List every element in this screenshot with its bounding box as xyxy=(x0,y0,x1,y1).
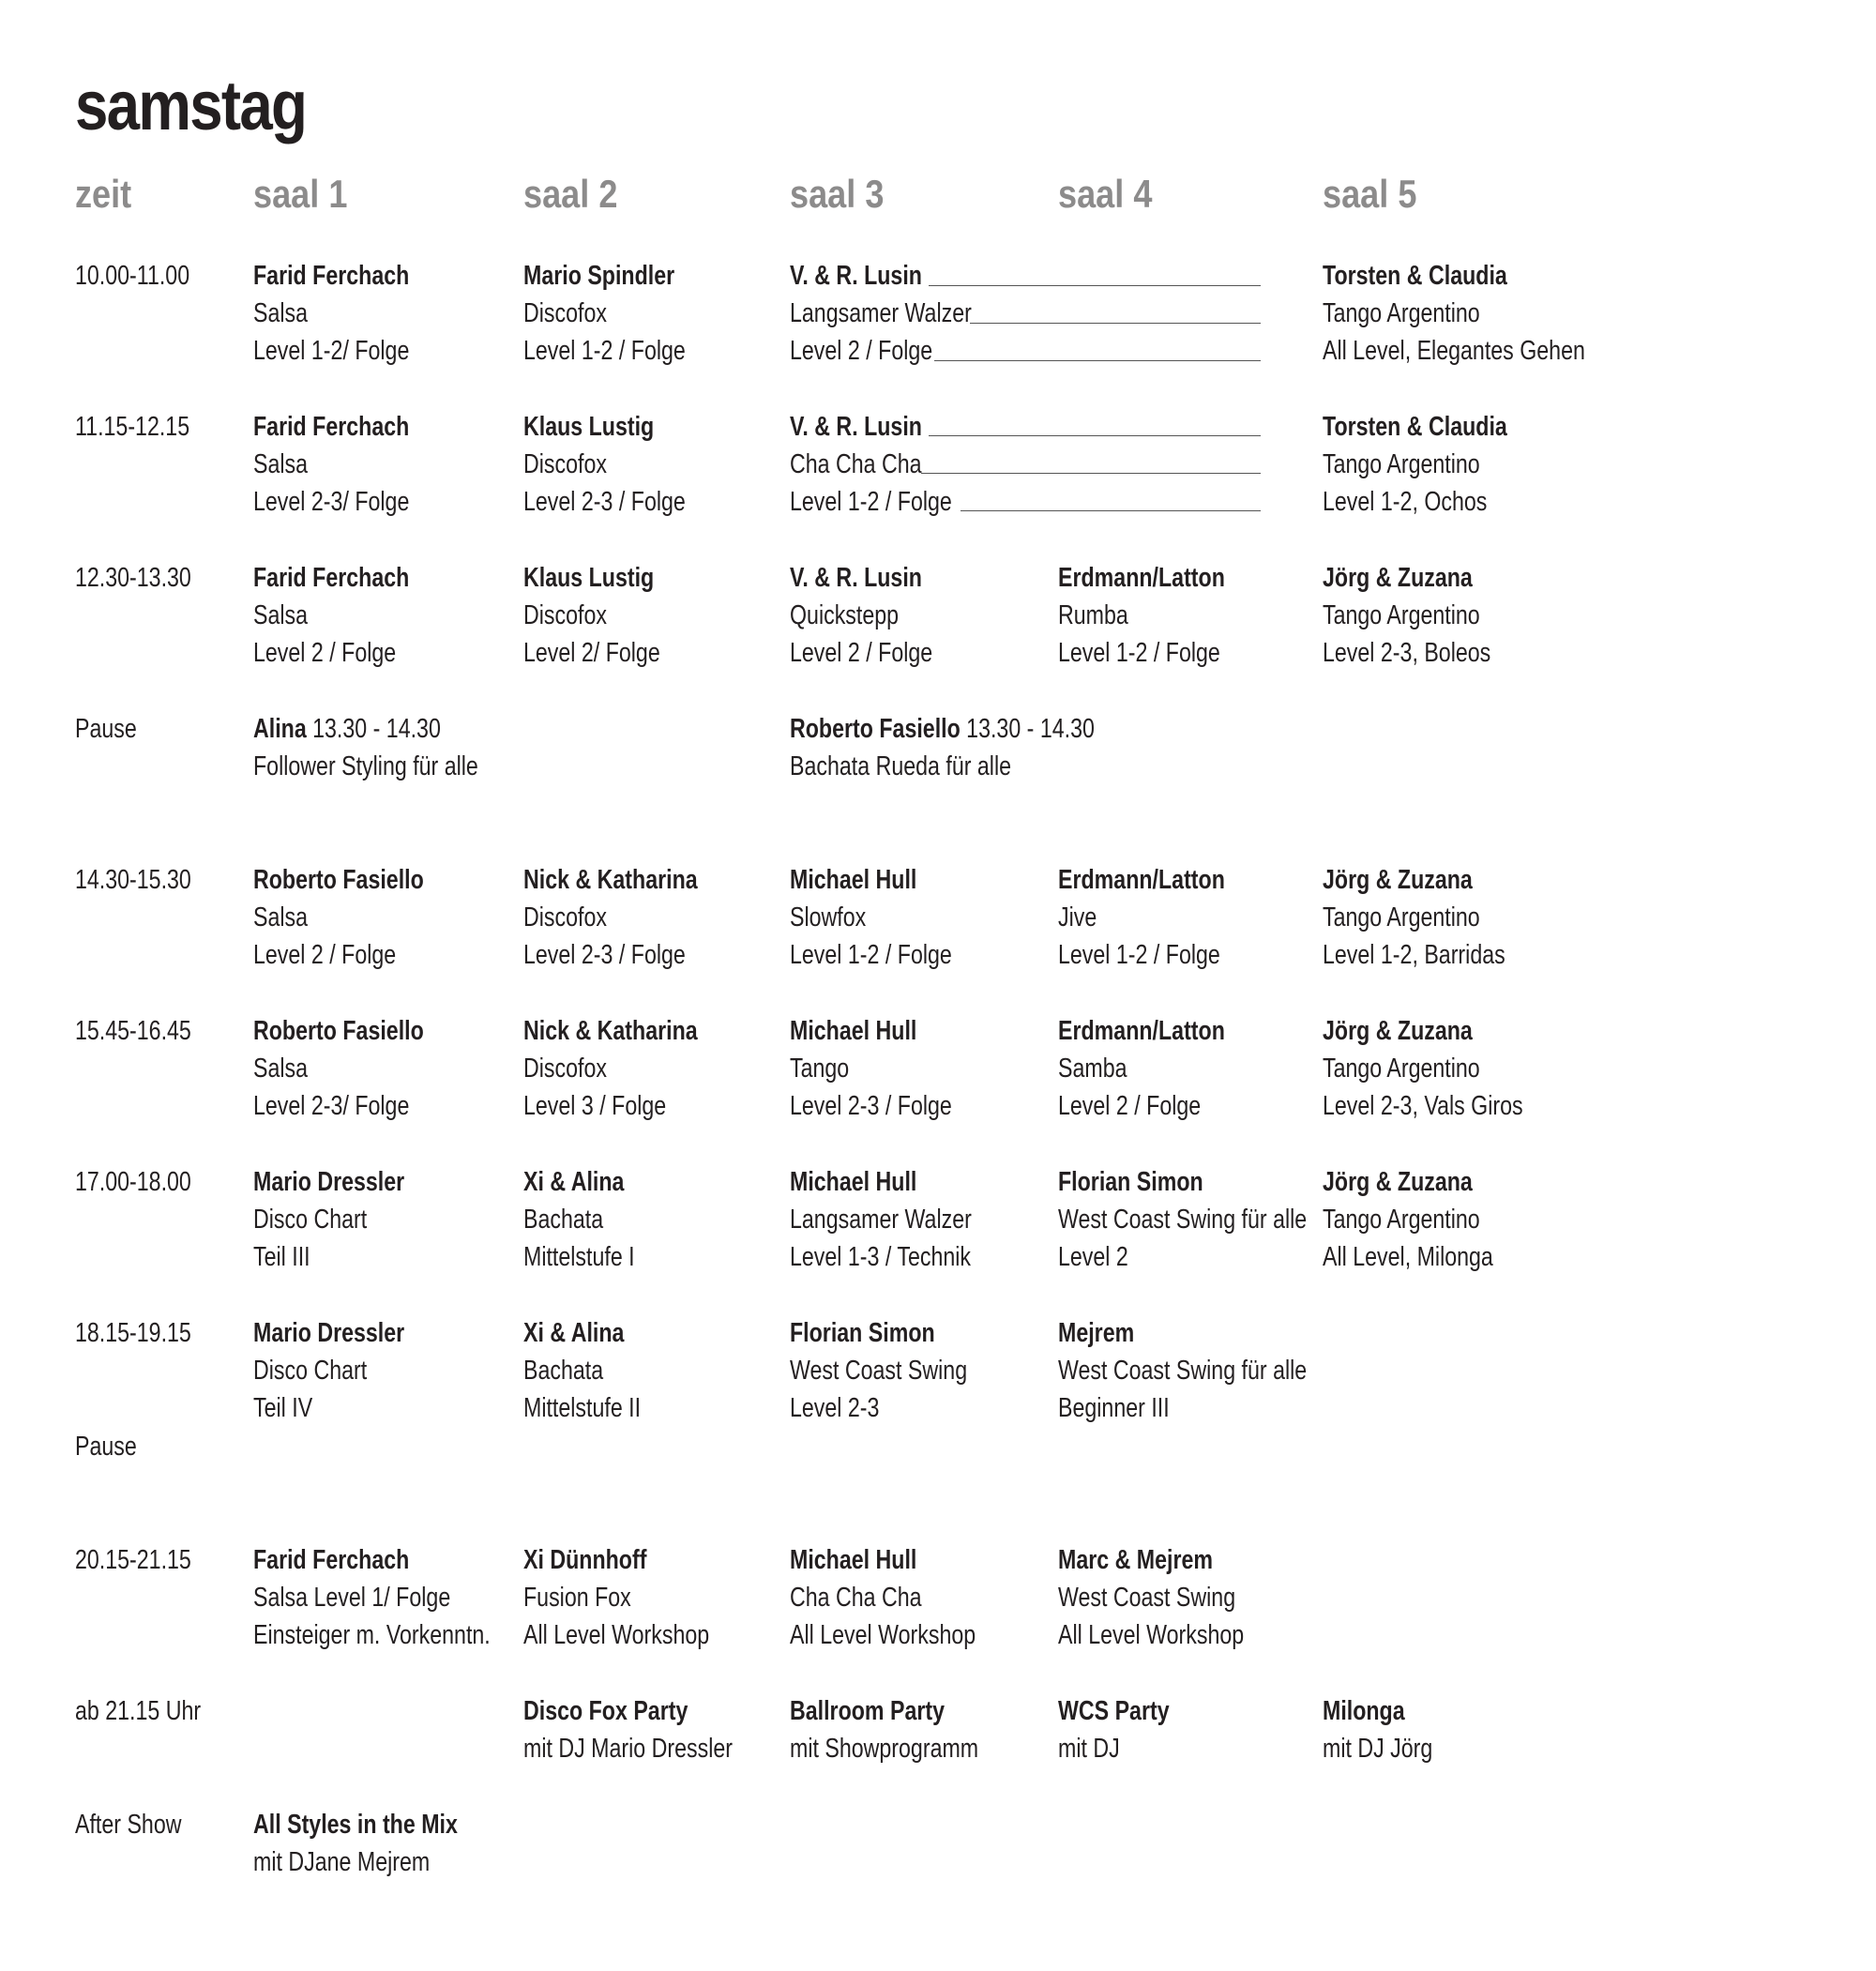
instructor-name: Michael Hull xyxy=(790,1167,917,1197)
instructor-name: V. & R. Lusin xyxy=(790,412,922,442)
course-detail: Cha Cha Cha xyxy=(790,449,922,479)
course-detail: Level 2 / Folge xyxy=(1058,1091,1202,1121)
course-detail: mit DJ xyxy=(1058,1734,1120,1764)
instructor-name: Klaus Lustig xyxy=(523,563,655,593)
course-detail: Level 2-3/ Folge xyxy=(253,1091,410,1121)
course-cell-s2 xyxy=(523,1692,733,1767)
course-cell-s4 xyxy=(1058,1541,1244,1654)
instructor-name: Xi & Alina xyxy=(523,1167,625,1197)
time-slot: 10.00-11.00 xyxy=(75,261,190,291)
time-slot: 15.45-16.45 xyxy=(75,1016,191,1046)
course-cell-s1 xyxy=(253,710,478,785)
course-detail: Follower Styling für alle xyxy=(253,751,478,781)
course-detail: Tango xyxy=(790,1054,850,1084)
course-detail: Salsa xyxy=(253,449,309,479)
course-detail: Samba xyxy=(1058,1054,1127,1084)
course-detail: Salsa xyxy=(253,298,309,328)
instructor-name: Torsten & Claudia xyxy=(1323,261,1507,291)
course-detail: Level 2-3/ Folge xyxy=(253,487,410,517)
instructor-name: Disco Fox Party xyxy=(523,1696,688,1726)
time-slot: ab 21.15 Uhr xyxy=(75,1696,202,1726)
course-detail: Disco Chart xyxy=(253,1205,368,1235)
course-cell-s3 xyxy=(790,861,952,974)
instructor-name: Farid Ferchach xyxy=(253,563,410,593)
course-detail: Salsa xyxy=(253,600,309,630)
course-cell-s4 xyxy=(1058,1692,1170,1767)
instructor-name: Marc & Mejrem xyxy=(1058,1545,1214,1575)
instructor-name: Michael Hull xyxy=(790,1545,917,1575)
course-detail: Jive xyxy=(1058,902,1097,932)
course-detail: West Coast Swing für alle xyxy=(1058,1205,1308,1235)
time-slot: 18.15-19.15 xyxy=(75,1318,191,1348)
course-detail: Level 1-2 / Folge xyxy=(1058,940,1220,970)
course-detail: Level 2 / Folge xyxy=(790,638,933,668)
course-cell-s3 xyxy=(790,710,1095,785)
course-detail: Tango Argentino xyxy=(1323,1054,1480,1084)
header-saal-4: saal 4 xyxy=(1058,172,1153,216)
instructor-name: Roberto Fasiello xyxy=(253,865,424,895)
span-rule xyxy=(961,510,1261,511)
course-cell-s5 xyxy=(1323,559,1490,672)
course-cell-s3 xyxy=(790,257,972,370)
course-cell-s1 xyxy=(253,408,409,521)
course-detail: Level 1-2, Ochos xyxy=(1323,487,1488,517)
course-cell-s2 xyxy=(523,861,698,974)
course-cell-s1 xyxy=(253,1806,458,1881)
course-detail: Langsamer Walzer xyxy=(790,298,972,328)
course-detail: All Level Workshop xyxy=(790,1620,976,1650)
course-detail: Discofox xyxy=(523,449,607,479)
course-detail: Discofox xyxy=(523,1054,607,1084)
course-detail: Level 3 / Folge xyxy=(523,1091,667,1121)
course-cell-s3 xyxy=(790,1314,967,1427)
course-detail: Level 2-3, Boleos xyxy=(1323,638,1491,668)
instructor-name: Farid Ferchach xyxy=(253,1545,410,1575)
course-detail: Level 2 / Folge xyxy=(253,940,397,970)
course-cell-s3 xyxy=(790,1012,952,1125)
instructor-name: Michael Hull xyxy=(790,865,917,895)
instructor-name: Erdmann/Latton xyxy=(1058,865,1225,895)
instructor-name: V. & R. Lusin xyxy=(790,261,922,291)
time-slot: 20.15-21.15 xyxy=(75,1545,191,1575)
course-detail: Salsa xyxy=(253,1054,309,1084)
course-detail: mit Showprogramm xyxy=(790,1734,979,1764)
course-cell-s5 xyxy=(1323,1163,1493,1276)
instructor-name: Florian Simon xyxy=(1058,1167,1203,1197)
course-detail: Level 1-2/ Folge xyxy=(253,336,410,366)
page-title: samstag xyxy=(75,67,307,144)
span-rule xyxy=(934,360,1261,361)
course-detail: mit DJ Jörg xyxy=(1323,1734,1433,1764)
course-cell-s2 xyxy=(523,1012,698,1125)
instructor-name: WCS Party xyxy=(1058,1696,1170,1726)
course-cell-s2 xyxy=(523,257,686,370)
time-slot: Pause xyxy=(75,714,137,744)
course-detail: Level 2-3 / Folge xyxy=(523,940,686,970)
course-detail: Level 2 / Folge xyxy=(253,638,397,668)
course-detail: Salsa xyxy=(253,902,309,932)
course-detail: Quickstepp xyxy=(790,600,900,630)
course-detail: Fusion Fox xyxy=(523,1583,631,1613)
course-detail: Disco Chart xyxy=(253,1356,368,1386)
instructor-name: Xi & Alina xyxy=(523,1318,625,1348)
course-detail: Level 2-3 / Folge xyxy=(523,487,686,517)
course-detail: 13.30 - 14.30 xyxy=(966,714,1095,744)
course-cell-s2 xyxy=(523,1314,641,1427)
instructor-name: Nick & Katharina xyxy=(523,865,698,895)
course-detail: Slowfox xyxy=(790,902,867,932)
course-detail: Salsa Level 1/ Folge xyxy=(253,1583,451,1613)
course-cell-s5 xyxy=(1323,257,1585,370)
course-detail: Tango Argentino xyxy=(1323,1205,1480,1235)
instructor-name: Roberto Fasiello xyxy=(253,1016,424,1046)
course-detail: Level 2-3 / Folge xyxy=(790,1091,952,1121)
course-cell-s1 xyxy=(253,1163,404,1276)
course-cell-s1 xyxy=(253,559,409,672)
course-cell-s5 xyxy=(1323,1012,1523,1125)
course-detail: Level 2 / Folge xyxy=(790,336,933,366)
header-saal-2: saal 2 xyxy=(523,172,618,216)
instructor-name: Mario Dressler xyxy=(253,1318,405,1348)
course-cell-s2 xyxy=(523,1541,709,1654)
course-cell-s5 xyxy=(1323,408,1507,521)
time-slot: 12.30-13.30 xyxy=(75,563,191,593)
course-detail: Mittelstufe I xyxy=(523,1242,635,1272)
course-detail: All Level, Elegantes Gehen xyxy=(1323,336,1585,366)
header-saal-5: saal 5 xyxy=(1323,172,1417,216)
course-cell-s2 xyxy=(523,408,686,521)
instructor-name: V. & R. Lusin xyxy=(790,563,922,593)
course-detail: West Coast Swing xyxy=(1058,1583,1236,1613)
course-detail: Einsteiger m. Vorkenntn. xyxy=(253,1620,491,1650)
instructor-name: Mario Spindler xyxy=(523,261,675,291)
span-rule xyxy=(929,435,1261,436)
instructor-name: Farid Ferchach xyxy=(253,412,410,442)
course-detail: Tango Argentino xyxy=(1323,449,1480,479)
course-detail: Beginner III xyxy=(1058,1393,1170,1423)
course-detail: Tango Argentino xyxy=(1323,600,1480,630)
instructor-name: Erdmann/Latton xyxy=(1058,1016,1225,1046)
course-cell-s3 xyxy=(790,1692,978,1767)
course-detail: West Coast Swing xyxy=(790,1356,968,1386)
course-detail: Discofox xyxy=(523,902,607,932)
course-detail: mit DJane Mejrem xyxy=(253,1847,431,1877)
course-detail: Level 1-2 / Folge xyxy=(523,336,686,366)
course-cell-s3 xyxy=(790,1163,972,1276)
instructor-name: Erdmann/Latton xyxy=(1058,563,1225,593)
instructor-name: Jörg & Zuzana xyxy=(1323,1167,1473,1197)
course-detail: Cha Cha Cha xyxy=(790,1583,922,1613)
course-detail: Teil IV xyxy=(253,1393,313,1423)
course-cell-s5 xyxy=(1323,1692,1432,1767)
instructor-name: Torsten & Claudia xyxy=(1323,412,1507,442)
course-cell-s3 xyxy=(790,1541,976,1654)
span-rule xyxy=(929,285,1261,286)
course-detail: Level 2 xyxy=(1058,1242,1128,1272)
header-saal-3: saal 3 xyxy=(790,172,885,216)
course-cell-s1 xyxy=(253,1314,404,1427)
instructor-name: Nick & Katharina xyxy=(523,1016,698,1046)
course-detail: Level 1-3 / Technik xyxy=(790,1242,972,1272)
course-detail: West Coast Swing für alle xyxy=(1058,1356,1308,1386)
course-cell-s4 xyxy=(1058,1314,1307,1427)
header-saal-1: saal 1 xyxy=(253,172,348,216)
course-cell-s1 xyxy=(253,1012,424,1125)
course-detail: mit DJ Mario Dressler xyxy=(523,1734,733,1764)
span-rule xyxy=(921,473,1261,474)
instructor-name: Milonga xyxy=(1323,1696,1405,1726)
course-cell-s1 xyxy=(253,861,424,974)
course-detail: All Level Workshop xyxy=(523,1620,710,1650)
instructor-name: Klaus Lustig xyxy=(523,412,655,442)
course-cell-s3 xyxy=(790,408,952,521)
course-cell-s2 xyxy=(523,559,660,672)
course-detail: 13.30 - 14.30 xyxy=(312,714,441,744)
course-detail: Bachata xyxy=(523,1205,604,1235)
course-detail: Discofox xyxy=(523,298,607,328)
time-slot: After Show xyxy=(75,1810,182,1840)
course-detail: Bachata Rueda für alle xyxy=(790,751,1012,781)
course-detail: Langsamer Walzer xyxy=(790,1205,972,1235)
course-detail: Bachata xyxy=(523,1356,604,1386)
instructor-name: Farid Ferchach xyxy=(253,261,410,291)
instructor-name: Jörg & Zuzana xyxy=(1323,563,1473,593)
course-detail: Level 2/ Folge xyxy=(523,638,660,668)
course-detail: Teil III xyxy=(253,1242,310,1272)
time-slot: 11.15-12.15 xyxy=(75,412,190,442)
course-cell-s2 xyxy=(523,1163,635,1276)
course-detail: Level 1-2, Barridas xyxy=(1323,940,1505,970)
course-detail: Mittelstufe II xyxy=(523,1393,642,1423)
course-cell-s1 xyxy=(253,257,409,370)
course-detail: Tango Argentino xyxy=(1323,298,1480,328)
instructor-name: Roberto Fasiello 13.30 - 14.30 xyxy=(790,714,1095,744)
course-cell-s4 xyxy=(1058,861,1225,974)
course-cell-s4 xyxy=(1058,1163,1307,1276)
course-cell-s3 xyxy=(790,559,932,672)
instructor-name: Jörg & Zuzana xyxy=(1323,865,1473,895)
instructor-name: All Styles in the Mix xyxy=(253,1810,458,1840)
course-cell-s4 xyxy=(1058,1012,1225,1125)
course-detail: Discofox xyxy=(523,600,607,630)
course-cell-s1 xyxy=(253,1541,491,1654)
instructor-name: Michael Hull xyxy=(790,1016,917,1046)
course-detail: All Level Workshop xyxy=(1058,1620,1245,1650)
course-detail: All Level, Milonga xyxy=(1323,1242,1493,1272)
instructor-name: Mario Dressler xyxy=(253,1167,405,1197)
header-zeit: zeit xyxy=(75,172,132,216)
instructor-name: Florian Simon xyxy=(790,1318,935,1348)
course-detail: Level 2-3 xyxy=(790,1393,880,1423)
span-rule xyxy=(970,323,1261,324)
instructor-name: Ballroom Party xyxy=(790,1696,946,1726)
instructor-name: Jörg & Zuzana xyxy=(1323,1016,1473,1046)
course-cell-s5 xyxy=(1323,861,1505,974)
instructor-name: Xi Dünnhoff xyxy=(523,1545,647,1575)
time-slot: Pause xyxy=(75,1432,137,1462)
time-slot: 17.00-18.00 xyxy=(75,1167,191,1197)
time-slot: 14.30-15.30 xyxy=(75,865,191,895)
course-detail: Level 1-2 / Folge xyxy=(1058,638,1220,668)
instructor-name: Mejrem xyxy=(1058,1318,1135,1348)
course-detail: Level 1-2 / Folge xyxy=(790,940,952,970)
course-detail: Rumba xyxy=(1058,600,1128,630)
course-detail: Level 2-3, Vals Giros xyxy=(1323,1091,1523,1121)
course-detail: Tango Argentino xyxy=(1323,902,1480,932)
instructor-name: Alina 13.30 - 14.30 xyxy=(253,714,441,744)
course-cell-s4 xyxy=(1058,559,1225,672)
course-detail: Level 1-2 / Folge xyxy=(790,487,952,517)
